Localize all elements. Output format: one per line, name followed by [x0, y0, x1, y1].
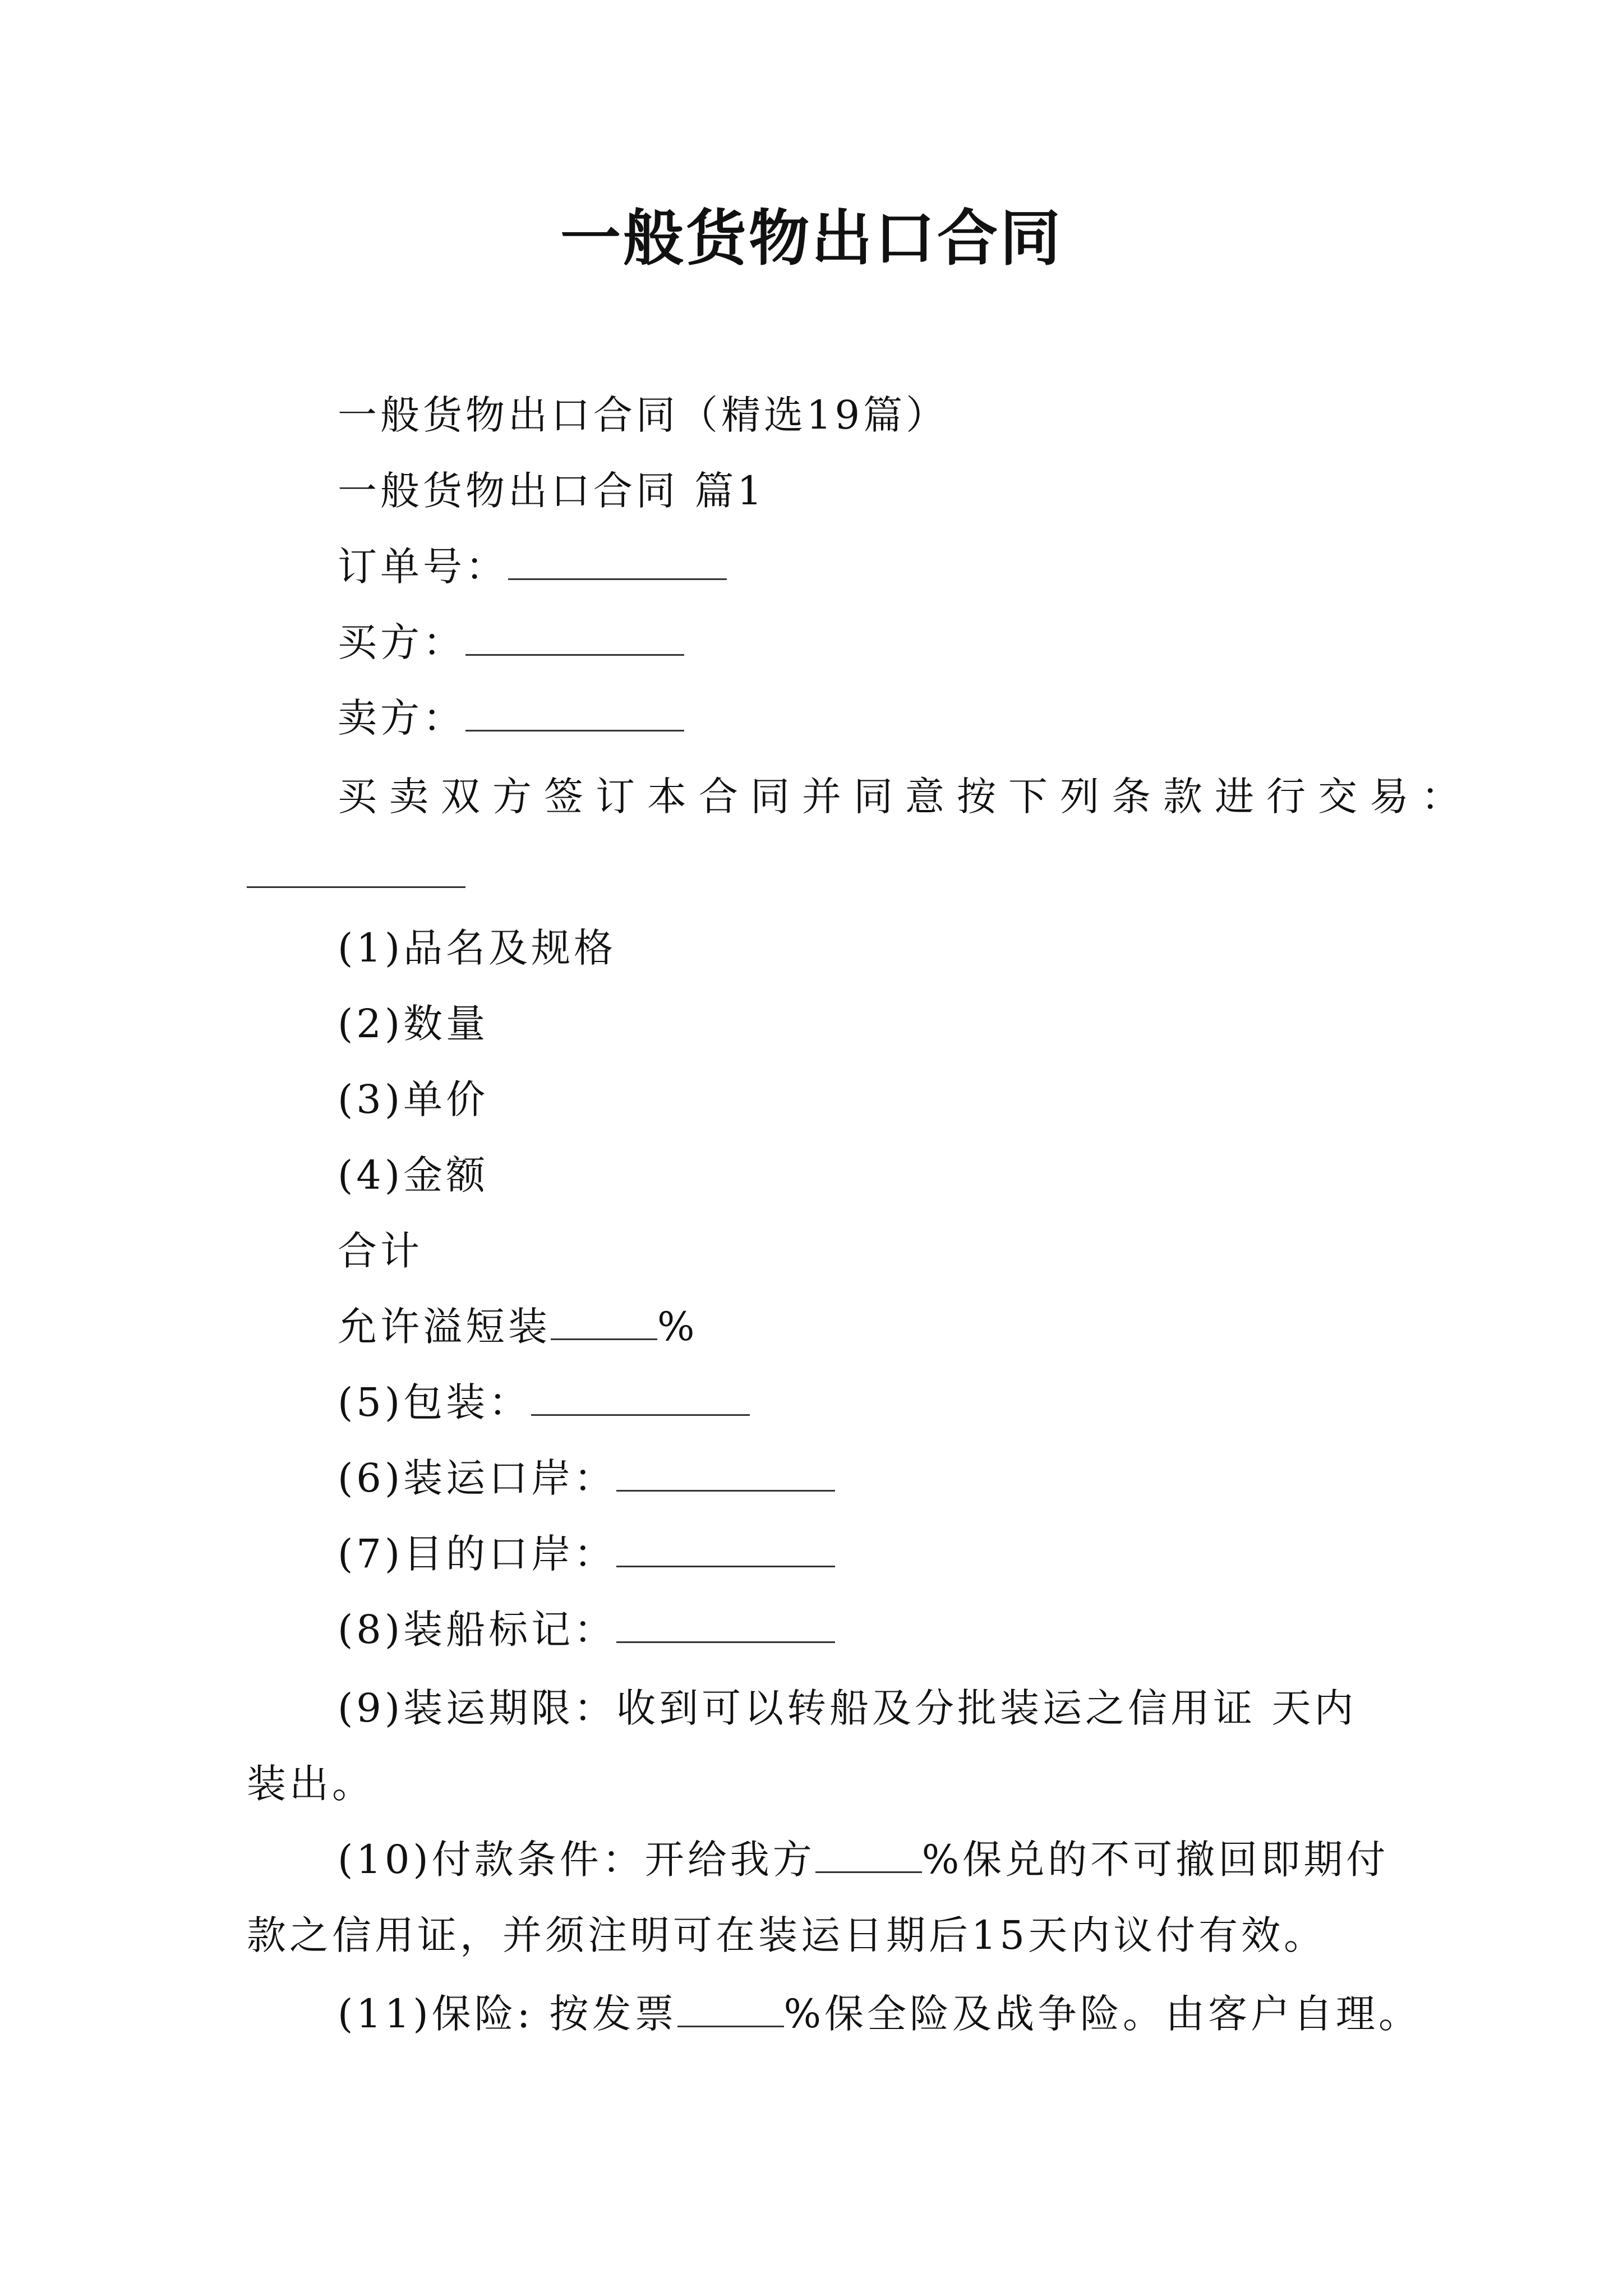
shipment-period-line2: 装出。 [247, 1761, 375, 1807]
tolerance-label: 允许溢短装 [338, 1304, 551, 1350]
order-number-label: 订单号： [338, 544, 508, 590]
buyer-row [338, 614, 684, 670]
intro-paragraph: 买卖双方签订本合同并同意按下列条款进行交易： [338, 774, 1473, 820]
section-heading: 一般货物出口合同 篇1 [338, 468, 766, 514]
packing-label: (5)包装： [338, 1379, 532, 1425]
item-unit-price: (3)单价 [338, 1076, 489, 1122]
shipment-period-line1: (9)装运期限：收到可以转船及分批装运之信用证 天内 [338, 1685, 1357, 1731]
port-of-loading-blank [616, 1456, 835, 1492]
seller-blank [465, 696, 684, 731]
item-amount: (4)金额 [338, 1152, 489, 1198]
order-number-blank [508, 545, 727, 580]
port-of-loading-row [338, 1450, 835, 1506]
port-of-destination-row [338, 1526, 835, 1582]
insurance-suffix: %保全险及战争险。由客户自理。 [783, 1991, 1422, 2037]
shipping-marks-row [338, 1602, 835, 1658]
document-subtitle: 一般货物出口合同（精选19篇） [338, 392, 949, 438]
shipping-marks-blank [616, 1608, 835, 1643]
tolerance-percent: % [657, 1304, 698, 1350]
port-of-destination-label: (7)目的口岸： [338, 1531, 617, 1577]
payment-terms-line2: 款之信用证，并须注明可在装运日期后15天内议付有效。 [247, 1912, 1327, 1958]
insurance-blank [677, 1992, 784, 2027]
seller-row [338, 690, 684, 746]
tolerance-row [338, 1299, 698, 1355]
tolerance-blank [551, 1305, 657, 1340]
order-number-row [338, 539, 727, 595]
item-quantity: (2)数量 [338, 1001, 489, 1047]
packing-row [338, 1374, 750, 1430]
buyer-label: 买方： [338, 619, 465, 665]
item-name-spec: (1)品名及规格 [338, 925, 617, 971]
port-of-loading-label: (6)装运口岸： [338, 1455, 617, 1501]
payment-terms-prefix: (10)付款条件：开给我方 [338, 1837, 815, 1883]
item-total: 合计 [338, 1228, 423, 1274]
payment-terms-blank [815, 1838, 922, 1873]
document-title: 一般货物出口合同 [560, 203, 1063, 274]
payment-terms-line1 [338, 1832, 1389, 1888]
payment-terms-suffix: %保兑的不可撤回即期付 [921, 1837, 1389, 1883]
buyer-blank [465, 620, 684, 656]
insurance-prefix: (11)保险: 按发票 [338, 1991, 677, 2037]
insurance-row [338, 1986, 1421, 2042]
shipping-marks-label: (8)装船标记： [338, 1607, 617, 1653]
intro-continuation-blank [247, 864, 465, 888]
port-of-destination-blank [616, 1532, 835, 1567]
packing-blank [531, 1381, 750, 1416]
seller-label: 卖方： [338, 695, 465, 741]
